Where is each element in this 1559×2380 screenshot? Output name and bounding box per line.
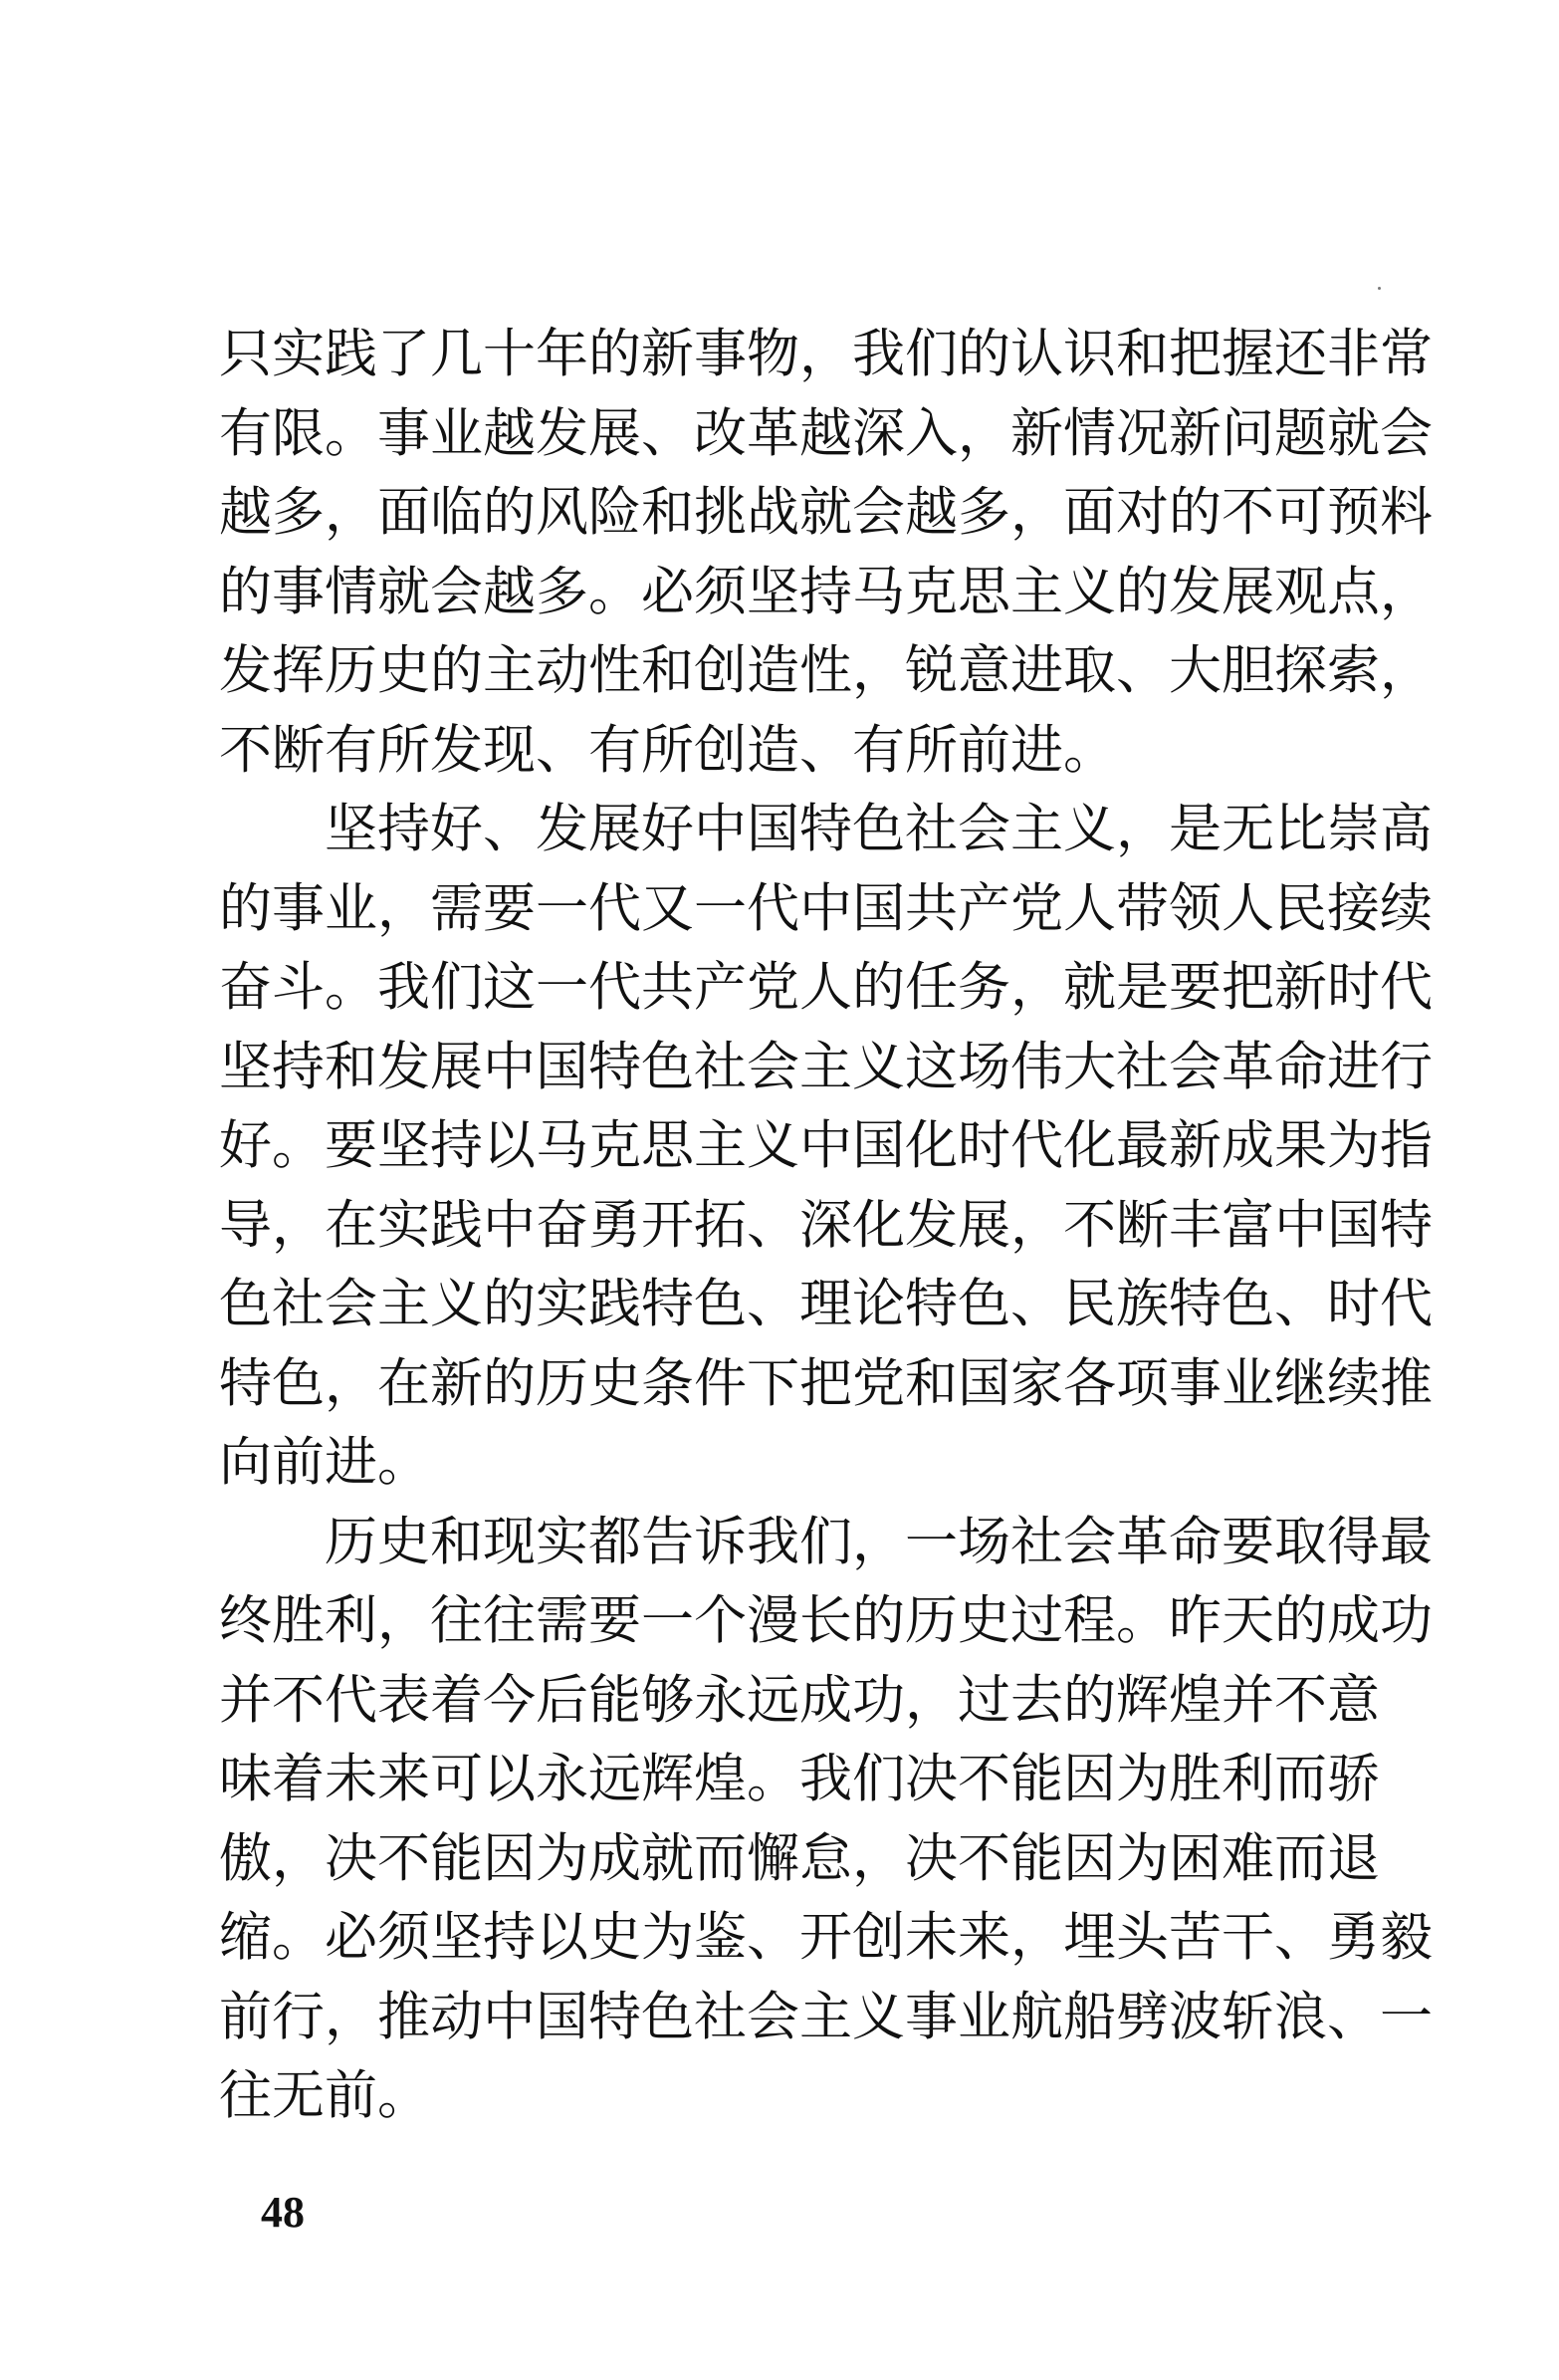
text-line: 坚持好、发展好中国特色社会主义，是无比崇高 bbox=[219, 799, 1433, 859]
text-line: 色社会主义的实践特色、理论特色、民族特色、时代 bbox=[219, 1274, 1433, 1334]
text-line: 向前进。 bbox=[219, 1432, 430, 1493]
text-line: 导，在实践中奋勇开拓、深化发展，不断丰富中国特 bbox=[219, 1194, 1433, 1256]
text-line: 缩。必须坚持以史为鉴、开创未来，埋头苦干、勇毅 bbox=[219, 1907, 1433, 1968]
text-line: 不断有所发现、有所创造、有所前进。 bbox=[219, 719, 1116, 781]
text-line: 特色，在新的历史条件下把党和国家各项事业继续推 bbox=[219, 1352, 1433, 1414]
text-line: 只实践了几十年的新事物，我们的认识和把握还非常 bbox=[219, 324, 1433, 384]
text-line: 好。要坚持以马克思主义中国化时代化最新成果为指 bbox=[219, 1115, 1433, 1176]
text-line: 的事情就会越多。必须坚持马克思主义的发展观点， bbox=[219, 561, 1433, 622]
text-line: 历史和现实都告诉我们，一场社会革命要取得最 bbox=[219, 1511, 1433, 1572]
text-line: 味着未来可以永远辉煌。我们决不能因为胜利而骄 bbox=[219, 1749, 1380, 1809]
page-number: 48 bbox=[261, 2188, 305, 2237]
text-line: 往无前。 bbox=[219, 2065, 430, 2126]
body-text bbox=[219, 315, 1433, 2136]
text-line: 发挥历史的主动性和创造性，锐意进取、大胆探索， bbox=[219, 640, 1433, 701]
text-line: 越多，面临的风险和挑战就会越多，面对的不可预料 bbox=[219, 482, 1433, 543]
scan-speck bbox=[1378, 287, 1381, 290]
text-line: 的事业，需要一代又一代中国共产党人带领人民接续 bbox=[219, 877, 1433, 939]
text-line: 傲，决不能因为成就而懈怠，决不能因为困难而退 bbox=[219, 1827, 1380, 1889]
text-line: 前行，推动中国特色社会主义事业航船劈波斩浪、一 bbox=[219, 1986, 1433, 2047]
text-line: 并不代表着今后能够永远成功，过去的辉煌并不意 bbox=[219, 1669, 1380, 1731]
text-line: 有限。事业越发展、改革越深入，新情况新问题就会 bbox=[219, 402, 1433, 464]
text-line: 终胜利，往往需要一个漫长的历史过程。昨天的成功 bbox=[219, 1590, 1433, 1651]
text-line: 奋斗。我们这一代共产党人的任务，就是要把新时代 bbox=[219, 957, 1433, 1018]
text-line: 坚持和发展中国特色社会主义这场伟大社会革命进行 bbox=[219, 1036, 1433, 1097]
